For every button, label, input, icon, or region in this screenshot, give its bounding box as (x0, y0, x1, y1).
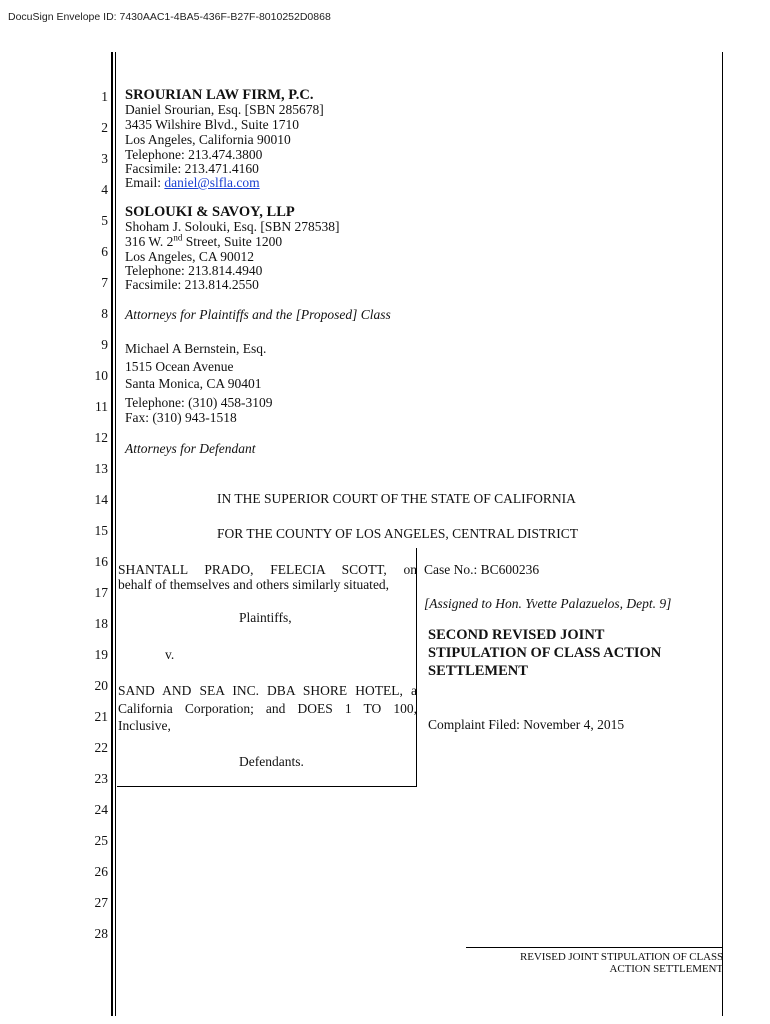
plaintiffs-names-cont: behalf of themselves and others similarly situated, (118, 577, 390, 592)
line-number: 19 (94, 647, 108, 662)
docusign-envelope-id: DocuSign Envelope ID: 7430AAC1-4BA5-436F-B27F-8010252D0868 (8, 11, 331, 23)
line-number: 9 (101, 337, 108, 352)
line-number: 13 (94, 461, 108, 476)
plaintiffs-names: SHANTALL PRADO, FELECIA SCOTT, on (118, 562, 417, 577)
versus: v. (165, 647, 175, 662)
line-number: 18 (94, 616, 108, 631)
email-label: Email: (125, 175, 165, 190)
firm-name: SROURIAN LAW FIRM, P.C. (125, 87, 314, 103)
line-number: 14 (94, 492, 108, 507)
attorney-name: Daniel Srourian, Esq. [SBN 285678] (125, 102, 324, 117)
address-line: Los Angeles, CA 90012 (125, 249, 255, 264)
document-title-line: SECOND REVISED JOINT (428, 627, 605, 643)
firm-name: SOLOUKI & SAVOY, LLP (125, 204, 295, 220)
facsimile: Facsimile: 213.814.2550 (125, 277, 259, 292)
address-line: 1515 Ocean Avenue (125, 359, 234, 374)
address-line (125, 232, 283, 249)
line-number: 8 (101, 306, 108, 321)
court-county: FOR THE COUNTY OF LOS ANGELES, CENTRAL DISTRICT (217, 526, 579, 541)
line-number: 27 (94, 895, 108, 910)
footer-rule (466, 947, 723, 948)
left-margin-double-rule-outer (111, 52, 113, 1016)
line-number: 4 (101, 182, 108, 197)
street-number: 316 W. 2 (125, 234, 174, 249)
footer-title-line2: ACTION SETTLEMENT (609, 963, 723, 975)
defendants-names-inclusive: Inclusive, (118, 718, 171, 733)
right-margin-rule (722, 52, 723, 1016)
line-number: 2 (101, 120, 108, 135)
line-number: 10 (94, 368, 108, 383)
line-number: 20 (94, 678, 108, 693)
line-number: 3 (101, 151, 108, 166)
line-number: 17 (94, 585, 108, 600)
court-name: IN THE SUPERIOR COURT OF THE STATE OF CALIFORNIA (217, 491, 576, 506)
complaint-filed-date: Complaint Filed: November 4, 2015 (428, 717, 625, 732)
defendants-label: Defendants. (239, 754, 304, 769)
line-number: 23 (94, 771, 108, 786)
telephone: Telephone: 213.474.3800 (125, 147, 263, 162)
line-number: 28 (94, 926, 108, 941)
attorney-name: Shoham J. Solouki, Esq. [SBN 278538] (125, 219, 340, 234)
line-number: 15 (94, 523, 108, 538)
line-number: 21 (94, 709, 108, 724)
ordinal-suffix: nd (173, 232, 183, 243)
plaintiff-attorneys-caption: Attorneys for Plaintiffs and the [Proposed] Class (125, 307, 391, 322)
address-line: 3435 Wilshire Blvd., Suite 1710 (125, 117, 299, 132)
line-number: 24 (94, 802, 108, 817)
line-number: 6 (101, 244, 108, 259)
defendants-names: SAND AND SEA INC. DBA SHORE HOTEL, a (118, 683, 417, 698)
line-number: 25 (94, 833, 108, 848)
line-number: 22 (94, 740, 108, 755)
document-title-line: STIPULATION OF CLASS ACTION (428, 645, 662, 661)
judge-assignment: [Assigned to Hon. Yvette Palazuelos, Dept. 9] (424, 596, 672, 611)
footer-title-line1: REVISED JOINT STIPULATION OF CLASS (520, 951, 723, 963)
line-number: 1 (101, 89, 108, 104)
telephone: Telephone: 213.814.4940 (125, 263, 263, 278)
case-number: Case No.: BC600236 (424, 562, 540, 577)
line-number: 11 (95, 399, 108, 414)
address-line: Los Angeles, California 90010 (125, 132, 291, 147)
email-line (125, 176, 260, 190)
line-number: 26 (94, 864, 108, 879)
email-link[interactable]: daniel@slfla.com (164, 175, 260, 190)
line-number: 12 (94, 430, 108, 445)
street-rest: Street, Suite 1200 (182, 234, 283, 249)
fax: Fax: (310) 943-1518 (125, 410, 237, 425)
defendant-attorneys-caption: Attorneys for Defendant (125, 441, 256, 456)
document-title-line: SETTLEMENT (428, 663, 528, 679)
line-number: 16 (94, 554, 108, 569)
line-number: 5 (101, 213, 108, 228)
plaintiffs-label: Plaintiffs, (239, 610, 292, 625)
address-line: Santa Monica, CA 90401 (125, 376, 262, 391)
facsimile: Facsimile: 213.471.4160 (125, 161, 259, 176)
line-number: 7 (101, 275, 108, 290)
left-margin-double-rule-inner (115, 52, 116, 1016)
attorney-name: Michael A Bernstein, Esq. (125, 341, 267, 356)
telephone: Telephone: (310) 458-3109 (125, 395, 273, 410)
defendants-names-cont: California Corporation; and DOES 1 TO 100, (118, 701, 417, 716)
